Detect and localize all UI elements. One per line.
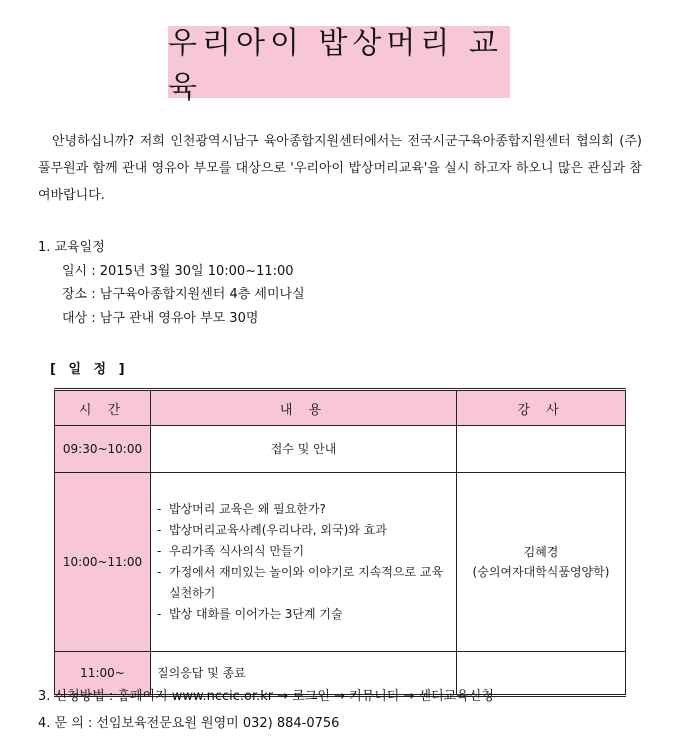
header-time: 시 간 [55,390,151,426]
row3-content: 질의응답 및 종료 [151,652,457,696]
dash-marker: - [157,523,162,537]
list-item [157,562,450,604]
info-location: 장소 : 남구육아종합지원센터 4층 세미나실 [62,287,305,302]
list-item-text: 가정에서 재미있는 놀이와 이야기로 지속적으로 교육 실천하기 [169,565,444,600]
table-row [55,473,626,652]
header-instructor: 강 사 [457,390,626,426]
schedule-label: [ 일 정 ] [50,362,129,377]
list-item [157,520,450,541]
title-banner [168,26,510,105]
schedule-table [54,388,626,697]
list-item-text: 우리가족 식사의식 만들기 [169,544,305,558]
dash-marker: - [157,565,162,579]
header-content: 내 용 [151,390,457,426]
list-item [157,541,450,562]
section1-heading: 1. 교육일정 [38,240,105,255]
row2-instructor [457,473,626,652]
row1-time: 09:30~10:00 [55,426,151,473]
row1-content: 접수 및 안내 [151,426,457,473]
list-item-text: 밥상 대화를 이어가는 3단계 기술 [169,607,343,621]
instructor-affiliation: (숭의여자대학식품영양학) [472,565,610,579]
instructor-name: 김혜경 [523,545,559,559]
page-title: 우리아이 밥상머리 교육 [168,26,503,105]
footer-info [38,683,494,737]
dash-marker: - [157,607,162,621]
list-item-text: 밥상머리 교육은 왜 필요한가? [169,502,326,516]
list-item-text: 밥상머리교육사례(우리나라, 외국)와 효과 [169,523,387,537]
info-datetime: 일시 : 2015년 3월 30일 10:00~11:00 [62,263,294,279]
row1-instructor [457,426,626,473]
contact-info: 4. 문 의 : 선임보육전문요원 원영미 032) 884-0756 [38,716,340,731]
section-schedule-info [38,236,305,330]
table-row [55,426,626,473]
list-item [157,499,450,520]
apply-method: 3. 신청방법 : 홈페이지 www.nccic.or.kr → 로그인 → 커뮤니티 → 센터교육신청 [38,689,494,704]
list-item [157,604,450,625]
row2-time: 10:00~11:00 [55,473,151,652]
info-target: 대상 : 남구 관내 영유아 부모 30명 [62,310,259,326]
row2-content [151,473,457,652]
intro-paragraph: 안녕하십니까? 저희 인천광역시남구 육아종합지원센터에서는 전국시군구육아종합지원센터 협의회 (주) 풀무원과 함께 관내 영유아 부모를 대상으로 '우리아이 밥상머리교육'을 실시 하고자 하오니 많은 관심과 참여바랍니다. [38,134,642,203]
table-header-row [55,390,626,426]
dash-marker: - [157,502,162,516]
dash-marker: - [157,544,162,558]
row3-time: 11:00~ [55,652,151,696]
